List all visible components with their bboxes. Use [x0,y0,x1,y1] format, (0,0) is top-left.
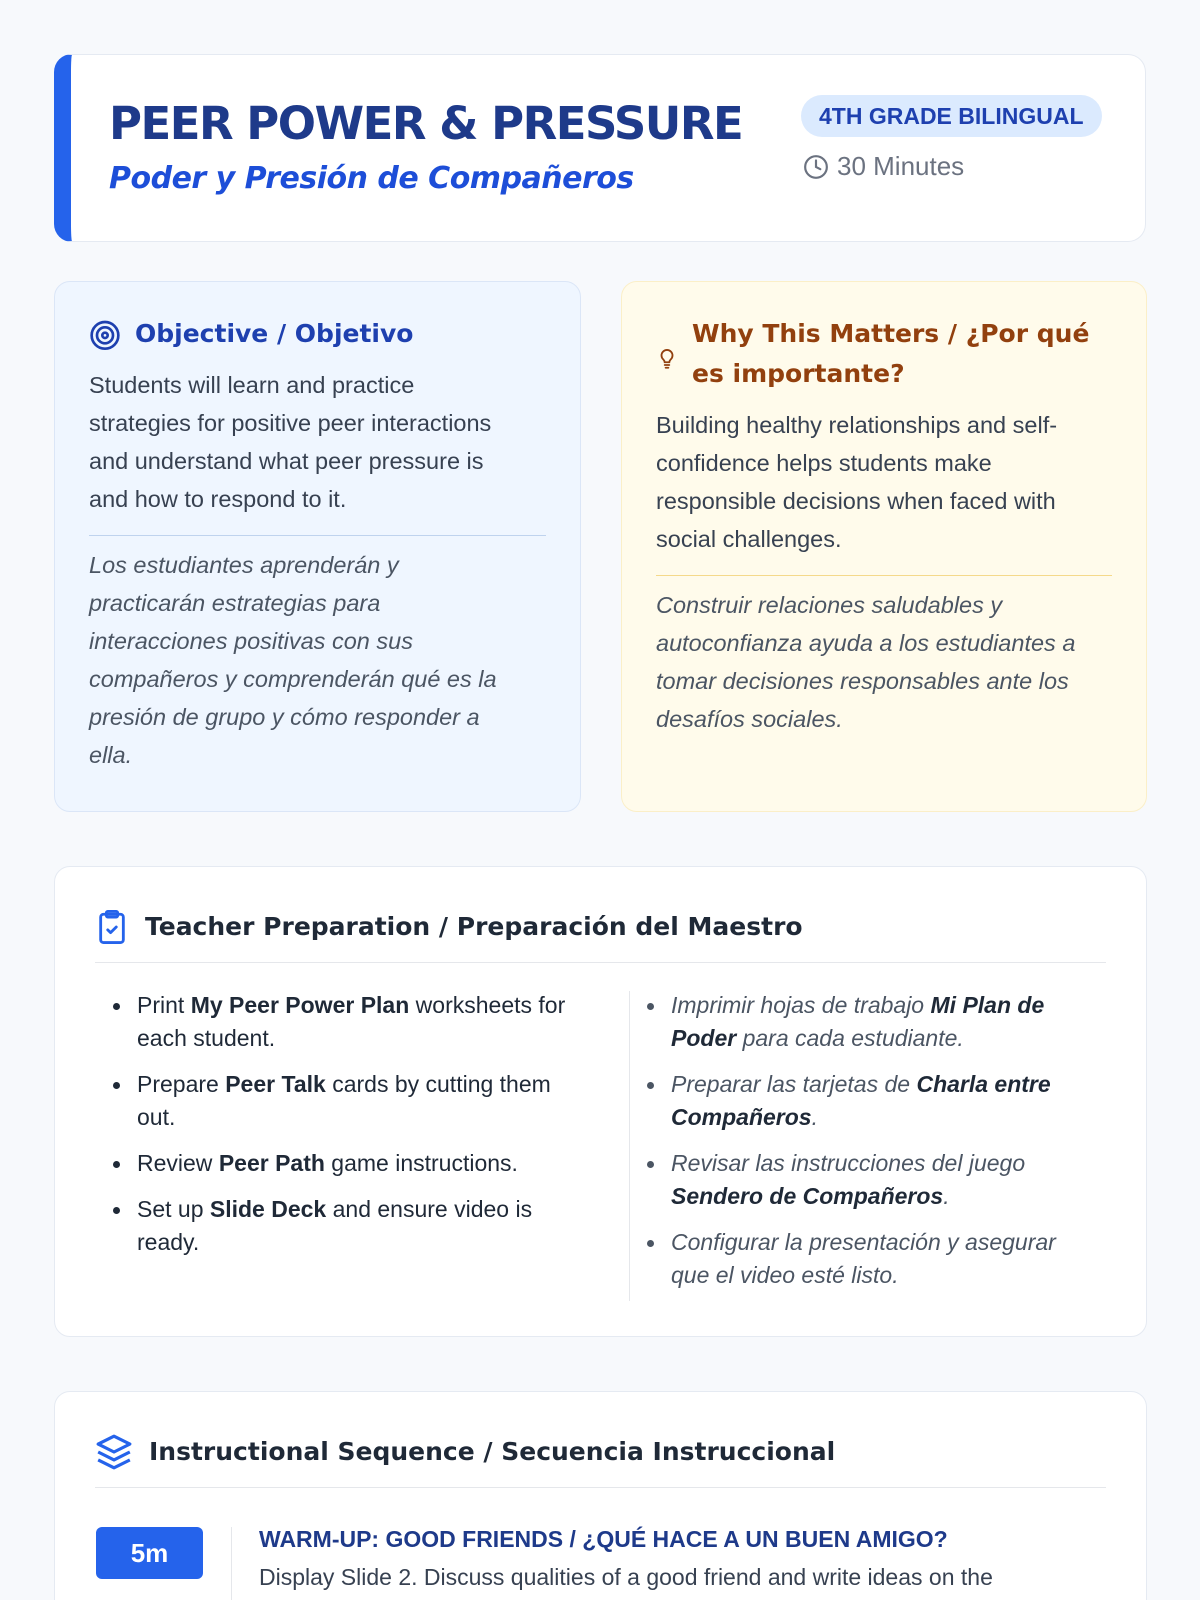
text-line: Building healthy relationships and self- [656,412,1058,438]
objective-es-text [89,546,497,774]
section-title: Instructional Sequence / Secuencia Instruccional [149,1437,836,1466]
text-line: strategies for positive peer interactions [89,410,492,436]
page-subtitle: Poder y Presión de Compañeros [109,161,634,196]
why-es-text [656,586,1075,738]
text-line: and how to respond to it. [89,486,347,512]
header-card [54,54,1146,242]
why-title [692,314,1089,394]
list-item: Revisar las instrucciones del juego Sendero de Compañeros. [637,1147,1097,1213]
text-line: desafíos sociales. [656,706,843,732]
text-line: Students will learn and practice [89,372,415,398]
step-text: Display Slide 2. Discuss qualities of a good friend and write ideas on the [259,1564,993,1590]
prep-list-en [103,989,593,1272]
objective-heading [89,314,413,354]
divider [656,575,1112,576]
list-item: Preparar las tarjetas de Charla entre Compañeros. [637,1068,1097,1134]
why-heading [656,314,1116,394]
objective-title: Objective / Objetivo [135,319,414,348]
text-line: Construir relaciones saludables y [656,592,1003,618]
section-header [95,1424,1106,1488]
why-title-line: Why This Matters / ¿Por qué [692,319,1090,348]
teacher-prep-section [54,866,1147,1337]
column-divider [629,991,630,1301]
text-line: presión de grupo y cómo responder a [89,704,480,730]
text-line: social challenges. [656,526,842,552]
text-line: interacciones positivas con sus [89,628,413,654]
list-item: Prepare Peer Talk cards by cutting them out. [103,1068,593,1134]
list-item: Review Peer Path game instructions. [103,1147,593,1180]
objective-en-text [89,366,491,518]
target-icon [89,314,121,354]
text-line: confidence helps students make [656,450,992,476]
clock-icon [803,154,829,180]
why-en-text [656,406,1057,558]
why-title-line: es importante? [692,359,905,388]
text-line: compañeros y comprenderán qué es la [89,666,497,692]
page-title: PEER POWER & PRESSURE [109,97,743,150]
duration [803,151,964,182]
layers-icon [95,1433,133,1471]
text-line: responsible decisions when faced with [656,488,1056,514]
prep-list-es [637,989,1097,1305]
divider [89,535,546,536]
grade-badge: 4TH GRADE BILINGUAL [801,95,1102,137]
list-item: Set up Slide Deck and ensure video is ready. [103,1193,593,1259]
step-divider [231,1527,232,1600]
lightbulb-icon [656,314,678,394]
step-time-badge: 5m [96,1527,203,1579]
list-item: Print My Peer Power Plan worksheets for each student. [103,989,593,1055]
list-item: Configurar la presentación y asegurar que el video esté listo. [637,1226,1097,1292]
text-line: and understand what peer pressure is [89,448,484,474]
text-line: Los estudiantes aprenderán y [89,552,399,578]
list-item: Imprimir hojas de trabajo Mi Plan de Poder para cada estudiante. [637,989,1097,1055]
objective-card [54,281,581,812]
section-title: Teacher Preparation / Preparación del Maestro [145,912,803,941]
section-header [95,899,1106,963]
step-title: WARM-UP: GOOD FRIENDS / ¿QUÉ HACE A UN BUEN AMIGO? [259,1526,948,1552]
why-card [621,281,1147,812]
instructional-sequence-section [54,1391,1147,1600]
text-line: autoconfianza ayuda a los estudiantes a [656,630,1076,656]
text-line: practicarán estrategias para [89,590,381,616]
duration-text: 30 Minutes [837,151,965,181]
text-line: tomar decisiones responsables ante los [656,668,1069,694]
clipboard-check-icon [95,908,129,946]
text-line: ella. [89,742,133,768]
